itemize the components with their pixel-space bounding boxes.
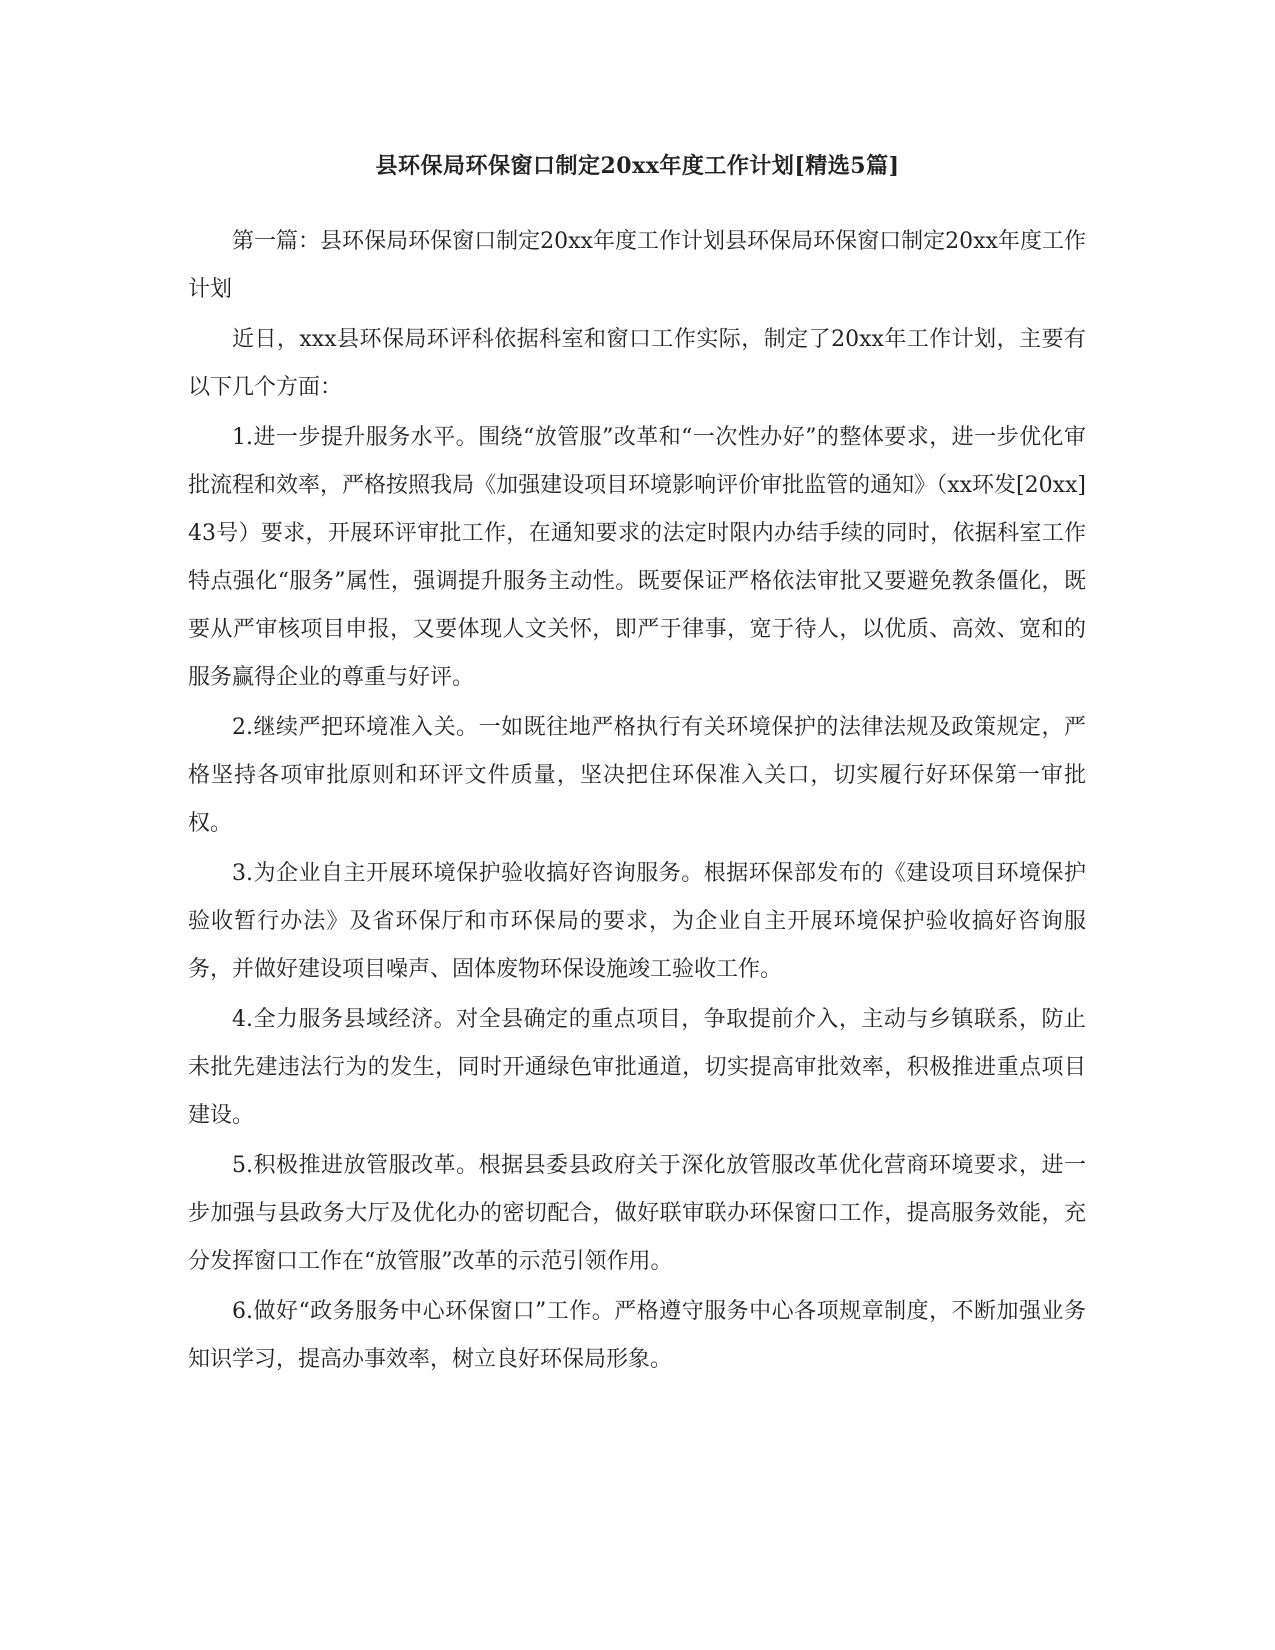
paragraph-item-5: 5.积极推进放管服改革。根据县委县政府关于深化放管服改革优化营商环境要求，进一步加强与县政务大厅及优化办的密切配合，做好联审联办环保窗口工作，提高服务效能，充分发挥窗口工作在“放管服”改革的示范引领作用。 [188, 1153, 1086, 1274]
paragraph-item-4: 4.全力服务县域经济。对全县确定的重点项目，争取提前介入，主动与乡镇联系，防止未批先建违法行为的发生，同时开通绿色审批通道，切实提高审批效率，积极推进重点项目建设。 [188, 1007, 1086, 1128]
paragraph-item-6: 6.做好“政务服务中心环保窗口”工作。严格遵守服务中心各项规章制度，不断加强业务知识学习，提高办事效率，树立良好环保局形象。 [188, 1299, 1086, 1372]
paragraph-item-3: 3.为企业自主开展环境保护验收搞好咨询服务。根据环保部发布的《建设项目环境保护验收暂行办法》及省环保厅和市环保局的要求，为企业自主开展环境保护验收搞好咨询服务，并做好建设项目噪声、固体废物环保设施竣工验收工作。 [188, 861, 1086, 982]
paragraph-item-2: 2.继续严把环境准入关。一如既往地严格执行有关环境保护的法律法规及政策规定，严格坚持各项审批原则和环评文件质量，坚决把住环保准入关口，切实履行好环保第一审批权。 [188, 715, 1086, 836]
paragraph-summary: 近日，xxx县环保局环评科依据科室和窗口工作实际，制定了20xx年工作计划，主要有以下几个方面： [188, 327, 1086, 400]
paragraph-item-1: 1.进一步提升服务水平。围绕“放管服”改革和“一次性办好”的整体要求，进一步优化审批流程和效率，严格按照我局《加强建设项目环境影响评价审批监管的通知》（xx环发[20xx]43号）要求，开展环评审批工作，在通知要求的法定时限内办结手续的同时，依据科室工作特点强化“服务”属性，强调提升服务主动性。既要保证严格依法审批又要避免教条僵化，既要从严审核项目申报，又要体现人文关怀，即严于律事，宽于待人，以优质、高效、宽和的服务赢得企业的尊重与好评。 [188, 425, 1086, 690]
document-title: 县环保局环保窗口制定20xx年度工作计划[精选5篇] [375, 153, 900, 179]
paragraph-intro: 第一篇：县环保局环保窗口制定20xx年度工作计划县环保局环保窗口制定20xx年度工作计划 [188, 229, 1086, 302]
document-body [188, 218, 1086, 1386]
